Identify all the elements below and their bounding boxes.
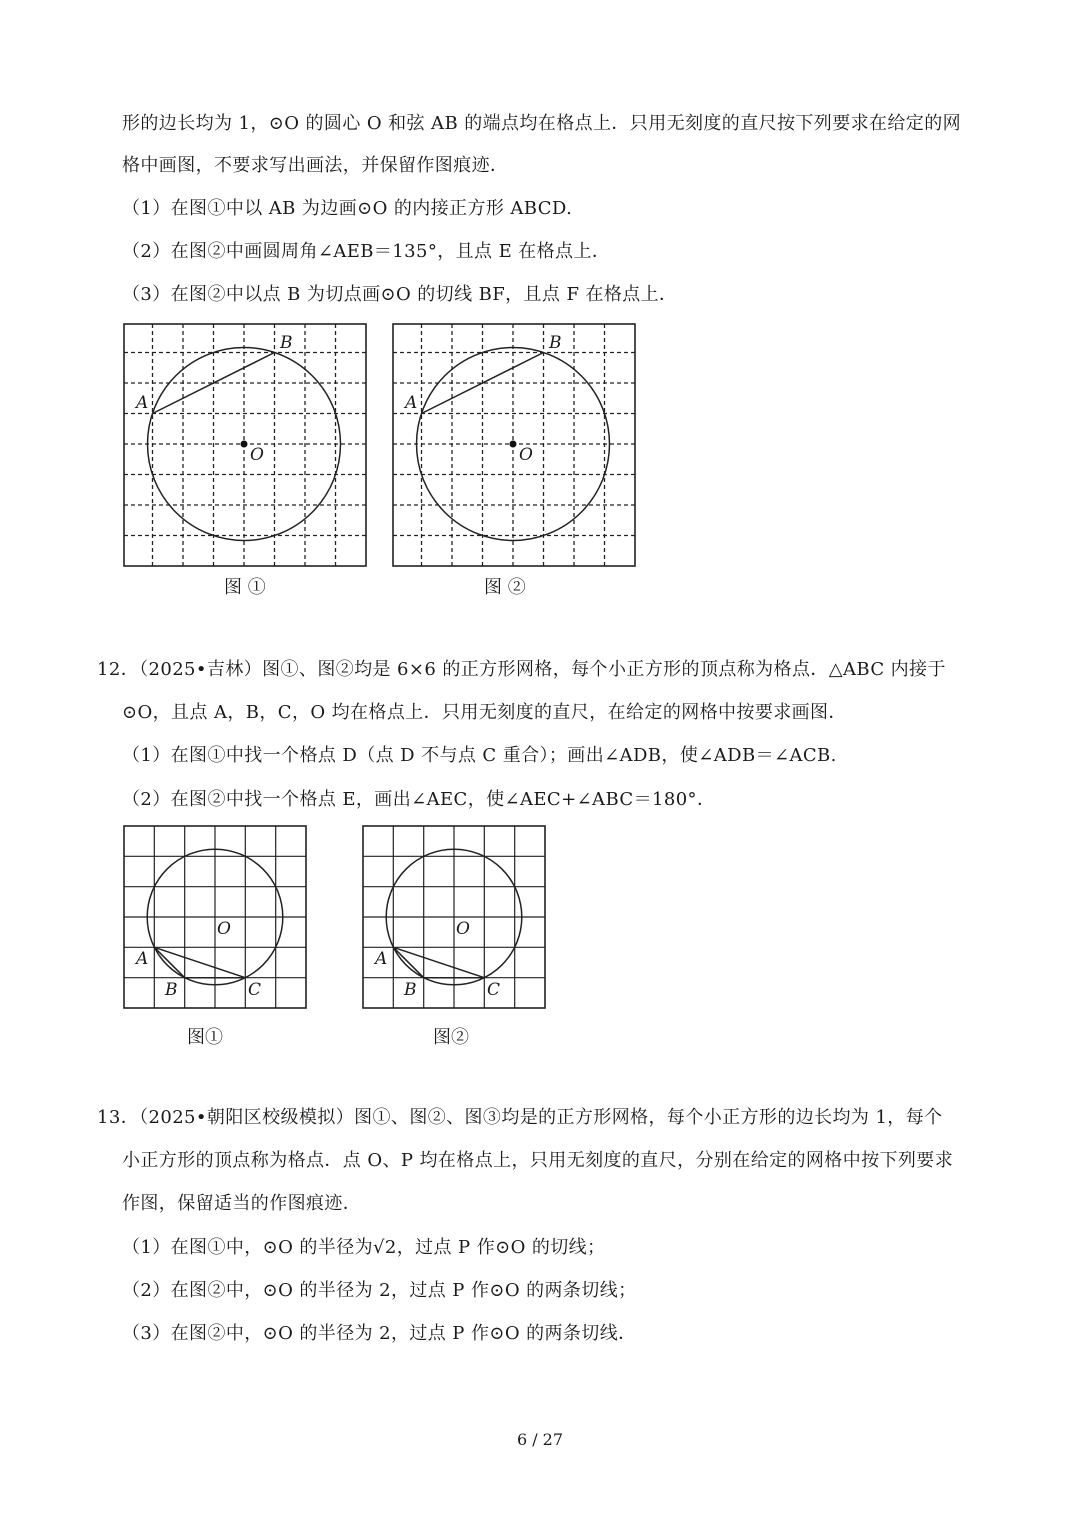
center-point xyxy=(241,441,248,448)
q12-line-1: 12．（2025•吉林）图①、图②均是 6×6 的正方形网格，每个小正方形的顶点称为格点．△ABC 内接于 xyxy=(97,659,946,680)
q12-figure-2 xyxy=(361,824,547,1010)
q11-line-3: （1）在图①中以 AB 为边画⊙O 的内接正方形 ABCD. xyxy=(122,198,573,219)
label-b: B xyxy=(165,980,178,1000)
label-b: B xyxy=(404,980,417,1000)
label-a: A xyxy=(136,393,149,413)
q11-line-5: （3）在图②中以点 B 为切点画⊙O 的切线 BF，且点 F 在格点上． xyxy=(122,284,678,305)
q13-line-6: （3）在图②中，⊙O 的半径为 2，过点 P 作⊙O 的两条切线． xyxy=(122,1323,637,1344)
q13-line-1: 13．（2025•朝阳区校级模拟）图①、图②、图③均是的正方形网格，每个小正方形的边长均为 1，每个 xyxy=(97,1107,943,1128)
label-a: A xyxy=(405,393,418,413)
q11-figure-2-caption: 图 ② xyxy=(484,577,526,598)
q12-line-4: （2）在图②中找一个格点 E，画出∠AEC，使∠AEC+∠ABC＝180°． xyxy=(122,789,716,810)
q12-figure-2-caption: 图② xyxy=(433,1027,469,1048)
label-c: C xyxy=(248,980,262,1000)
page-number: 6 / 27 xyxy=(516,1430,564,1449)
label-b: B xyxy=(549,333,562,353)
label-o: O xyxy=(519,445,533,465)
q13-line-4: （1）在图①中，⊙O 的半径为√2，过点 P 作⊙O 的切线； xyxy=(122,1237,606,1258)
q11-figure-1-caption: 图 ① xyxy=(224,577,266,598)
center-point xyxy=(510,441,517,448)
q12-figure-1 xyxy=(122,824,308,1010)
q12-line-3: （1）在图①中找一个格点 D（点 D 不与点 C 重合）；画出∠ADB，使∠ADB＝∠ACB. xyxy=(122,745,837,766)
label-o: O xyxy=(250,445,264,465)
label-o: O xyxy=(217,919,231,939)
triangle-abc xyxy=(154,947,245,977)
q13-line-3: 作图，保留适当的作图痕迹． xyxy=(122,1193,362,1214)
q13-line-2: 小正方形的顶点称为格点．点 O、P 均在格点上，只用无刻度的直尺，分别在给定的网格中按下列要求 xyxy=(122,1150,954,1171)
label-a: A xyxy=(136,949,149,969)
label-c: C xyxy=(487,980,501,1000)
triangle-abc xyxy=(393,947,484,977)
q12-figure-1-caption: 图① xyxy=(187,1027,223,1048)
q11-line-2: 格中画图，不要求写出画法，并保留作图痕迹． xyxy=(122,155,509,176)
q11-figure-1 xyxy=(122,322,368,568)
label-b: B xyxy=(280,333,293,353)
q13-line-5: （2）在图②中，⊙O 的半径为 2，过点 P 作⊙O 的两条切线； xyxy=(122,1280,637,1301)
label-a: A xyxy=(375,949,388,969)
q11-line-4: （2）在图②中画圆周角∠AEB＝135°，且点 E 在格点上． xyxy=(122,241,611,262)
q11-line-1: 形的边长均为 1，⊙O 的圆心 O 和弦 AB 的端点均在格点上．只用无刻度的直尺按下列要求在给定的网 xyxy=(122,113,961,134)
q11-figure-2 xyxy=(391,322,637,568)
q12-line-2: ⊙O，且点 A，B，C，O 均在格点上．只用无刻度的直尺，在给定的网格中按要求画图． xyxy=(122,702,847,723)
label-o: O xyxy=(456,919,470,939)
